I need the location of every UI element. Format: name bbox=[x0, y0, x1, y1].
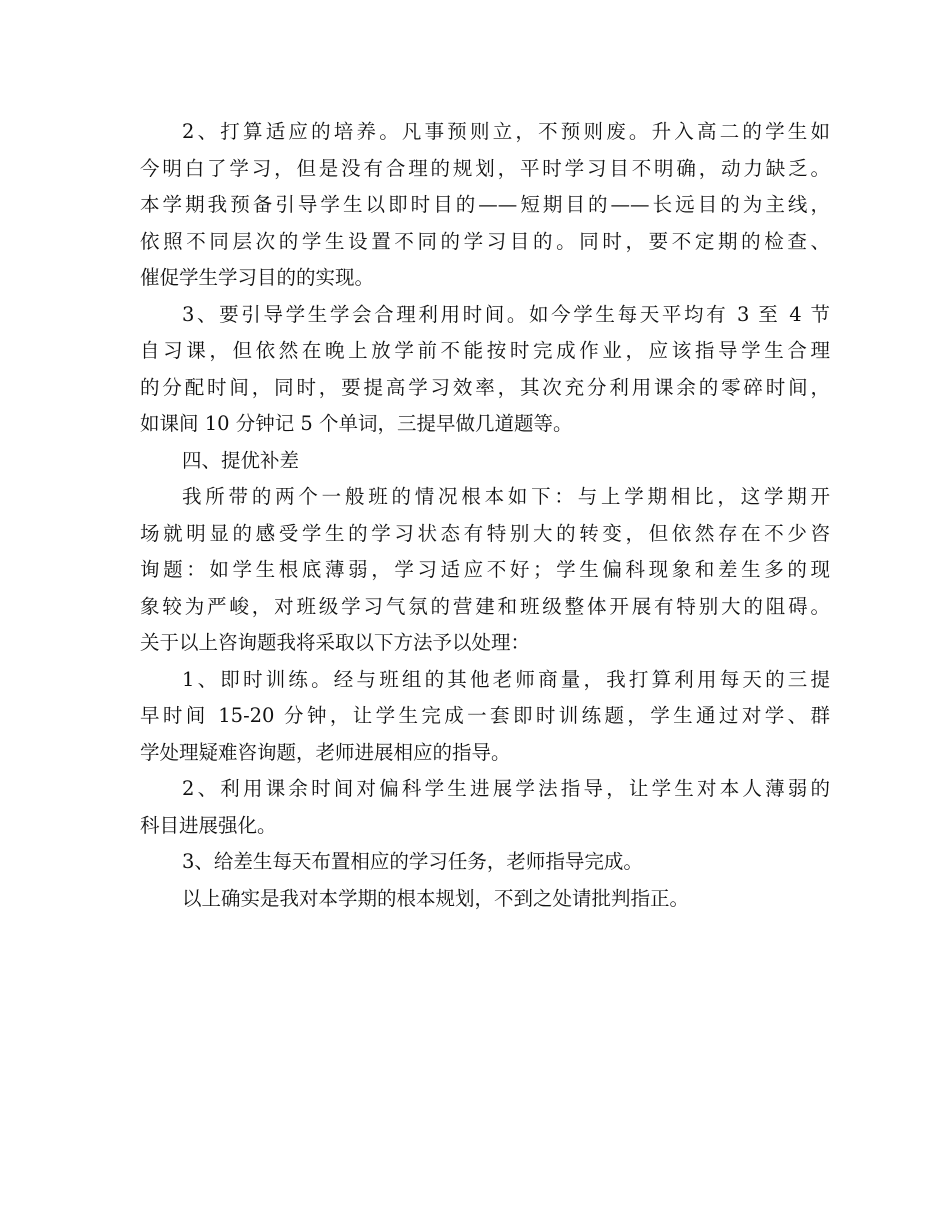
text-line: 科目进展强化。 bbox=[140, 813, 277, 837]
text-line: 1、即时训练。经与班组的其他老师商量，我打算利用每天的三提 bbox=[182, 667, 830, 691]
text-line: 催促学生学习目的的实现。 bbox=[140, 266, 375, 289]
text-line: 早时间 15-20 分钟，让学生完成一套即时训练题，学生通过对学、群 bbox=[140, 704, 830, 727]
section-heading: 四、提优补差 bbox=[182, 448, 300, 472]
text-line: 今明白了学习，但是没有合理的规划，平时学习目不明确，动力缺乏。 bbox=[140, 156, 830, 180]
text-line: 我所带的两个一般班的情况根本如下：与上学期相比，这学期开 bbox=[182, 485, 830, 508]
text-line: 本学期我预备引导学生以即时目的——短期目的——长远目的为主线， bbox=[140, 193, 830, 216]
text-line: 如课间 10 分钟记 5 个单词，三提早做几道题等。 bbox=[140, 412, 573, 435]
text-line: 自习课，但依然在晚上放学前不能按时完成作业，应该指导学生合理 bbox=[140, 339, 830, 362]
text-line: 关于以上咨询题我将采取以下方法予以处理： bbox=[140, 631, 531, 654]
text-line: 以上确实是我对本学期的根本规划，不到之处请批判指正。 bbox=[182, 886, 690, 910]
text-line: 3、给差生每天布置相应的学习任务，老师指导完成。 bbox=[182, 850, 643, 873]
text-line: 依照不同层次的学生设置不同的学习目的。同时，要不定期的检查、 bbox=[140, 229, 830, 253]
text-line: 2、利用课余时间对偏科学生进展学法指导，让学生对本人薄弱的 bbox=[182, 777, 830, 800]
text-line: 场就明显的感受学生的学习状态有特别大的转变，但依然存在不少咨 bbox=[140, 521, 830, 545]
text-line: 学处理疑难咨询题，老师进展相应的指导。 bbox=[140, 740, 511, 764]
document-body bbox=[140, 114, 830, 917]
text-line: 2、打算适应的培养。凡事预则立，不预则废。升入高二的学生如 bbox=[182, 120, 830, 143]
text-line: 询题：如学生根底薄弱，学习适应不好；学生偏科现象和差生多的现 bbox=[140, 558, 830, 581]
text-line: 的分配时间，同时，要提高学习效率，其次充分利用课余的零碎时间， bbox=[140, 375, 830, 399]
text-line: 象较为严峻，对班级学习气氛的营建和班级整体开展有特别大的阻碍。 bbox=[140, 594, 830, 618]
text-line: 3、要引导学生学会合理利用时间。如今学生每天平均有 3 至 4 节 bbox=[182, 302, 830, 326]
